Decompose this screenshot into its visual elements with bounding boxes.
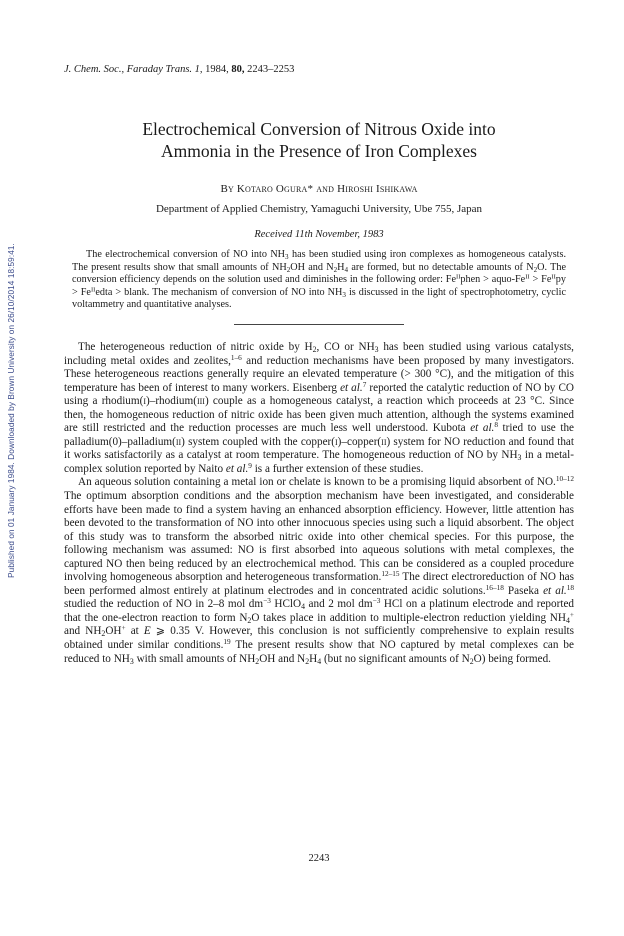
journal-pages: 2243–2253 bbox=[247, 64, 295, 75]
received-day: 11th bbox=[294, 229, 313, 240]
journal-volume: 80, bbox=[231, 64, 245, 75]
title-line-1: Electrochemical Conversion of Nitrous Oxide into bbox=[142, 119, 496, 139]
paragraph-2: An aqueous solution containing a metal ion or chelate is known to be a promising liquid absorbent of NO.$^{10-12}$ The optimum absorption conditions and the absorption mechanism have been investigated, and considerable efforts have been made to find a system having an enhanced absorption efficiency. However, little attention has been devoted to the transformation of NO into other innocuous species using such a liquid absorbent. The object of this study was to transform the absorbed nitric oxide into other chemical species. For this purpose, the following mechanism was assumed: NO is first absorbed into aqueous solutions with metal complexes, the captured NO then being reduced by an electrochemical method. This can be considered as a coupled procedure involving homogeneous absorption and heterogeneous transformation.$^{12-15}$ The direct electroreduction of NO has been performed almost entirely at platinum electrodes and in concentrated acidic solutions.$^{16-18}$ Paseka et al.$^{18}$ studied the reduction of NO in 2–8 mol $dm^{-3}$ HClO$_4$ and 2 mol $dm^{-3}$ HCl on a platinum electrode and reported that the one-electron reaction to form $N_2O$ takes place in addition to multiple-electron reduction yielding $NH_4^+$ and $NH_2OH^+$ at E ⩾ 0.35 V. However, this conclusion is not sufficiently comprehensive to explain results obtained under similar conditions.$^{19}$ The present results show that NO captured by metal complexes can be reduced to $NH_3$ with small amounts of $NH_2OH$ and $N_2H_4$ (but no significant amounts of $N_2O$) being formed. bbox=[64, 475, 575, 666]
page-number: 2243 bbox=[308, 853, 330, 864]
author-1: Kotaro Ogura* bbox=[236, 183, 314, 195]
citation-ref: 9 bbox=[248, 461, 252, 470]
citation-ref: 19 bbox=[223, 638, 231, 647]
affiliation: Department of Applied Chemistry, Yamaguchi University, Ube 755, Japan bbox=[155, 203, 483, 215]
citation-ref: 8 bbox=[494, 421, 498, 430]
citation-ref: 1–6 bbox=[230, 353, 242, 362]
author-list bbox=[64, 183, 574, 195]
journal-citation bbox=[64, 64, 294, 75]
author-and: and bbox=[316, 183, 335, 195]
body-text bbox=[64, 341, 574, 666]
paragraph-1: The heterogeneous reduction of nitric oxide by $H_2$, CO or $NH_3$ has been studied using various catalysts, including metal oxides and zeolites,$^{1-6}$ and reduction mechanisms have been proposed by many investigators. These heterogeneous reactions generally require an elevated temperature (> 300 °C), and the mitigation of this temperature has been of interest to many workers. Eisenberg et al.$^7$ reported the catalytic reduction of NO by CO using a rhodium(i)–rhodium(iii) couple as a homogeneous catalyst, a reaction which proceeds at 23 °C. Since then, the homogeneous reduction of nitric oxide has been given much attention, although the systems examined are still restricted and the reduction processes are much less well understood. Kubota et al.$^8$ tried to use the palladium(0)–palladium(ii) system coupled with the copper(i)–copper(ii) system for NO reduction and found that it works satisfactorily as a catalyst at room temperature. The homogeneous reduction of NO by $NH_3$ in a metal-complex solution reported by Naito et al.$^9$ is a further extension of these studies. bbox=[64, 341, 575, 475]
citation-ref: 12–15 bbox=[381, 570, 400, 579]
citation-ref: 16–18 bbox=[485, 583, 504, 592]
journal-name: J. Chem. Soc., Faraday Trans. 1, bbox=[64, 64, 203, 75]
received-rest: November, 1983 bbox=[315, 229, 384, 240]
section-divider bbox=[234, 324, 404, 325]
journal-year: 1984, bbox=[205, 64, 229, 75]
received-date bbox=[64, 229, 574, 240]
citation-ref: 18 bbox=[566, 583, 574, 592]
download-note-text: Published on 01 January 1984. Downloaded by Brown University on 26/10/2014 18:59:41. bbox=[6, 242, 16, 578]
citation-ref: 10–12 bbox=[555, 475, 574, 484]
citation-ref: 7 bbox=[362, 380, 367, 389]
abstract: The electrochemical conversion of NO into $NH_3$ has been studied using iron complexes as homogeneous catalysts. The present results show that small amounts of $NH_2OH$ and $N_2H_4$ are formed, but no detectable amounts of $N_2O$. The conversion efficiency depends on the solution used and diminishes in the following order: $Fe^{II}phen$ > aquo-$Fe^{II} > Fe^{II}py$ > $Fe^{II}edta$ > blank. The mechanism of conversion of NO into $NH_3$ is discussed in the light of spectrophotometry, cyclic voltammetry and quantitative analyses. bbox=[72, 249, 566, 311]
paper-title bbox=[64, 118, 574, 162]
received-label: Received bbox=[254, 229, 293, 240]
download-note bbox=[4, 130, 18, 690]
title-line-2: Ammonia in the Presence of Iron Complexes bbox=[161, 141, 477, 161]
author-by: By bbox=[220, 183, 234, 195]
author-2: Hiroshi Ishikawa bbox=[337, 183, 418, 195]
